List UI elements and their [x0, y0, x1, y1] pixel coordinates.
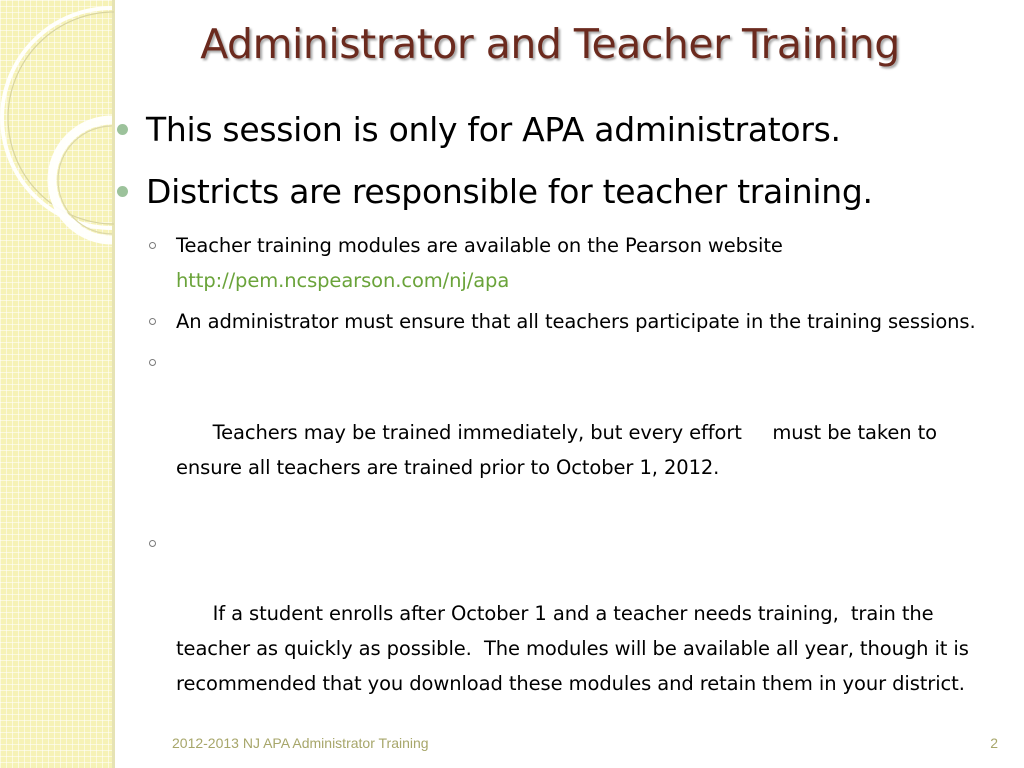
pearson-website-link[interactable]: http://pem.ncspearson.com/nj/apa [176, 269, 510, 292]
bullet-dot-icon [117, 186, 128, 197]
hollow-bullet-icon [149, 540, 156, 547]
sub-bullet-item [115, 526, 995, 736]
sub-bullet-text: If a student enrolls after October 1 and a teacher needs training, train the teacher as quickly as possible. The modules will be available all year, though it is recommended that you download these modules and retain them in your district. [176, 602, 975, 695]
slide-title: Administrator and Teacher Training [200, 20, 900, 68]
sub-bullet-item [115, 228, 995, 298]
bullet-text: Districts are responsible for teacher training. [146, 172, 873, 211]
hollow-bullet-icon [149, 318, 156, 325]
sub-bullet-text: An administrator must ensure that all teachers participate in the training sessions. [176, 310, 976, 333]
sub-bullet-item [115, 304, 995, 339]
sub-bullet-text: Teachers may be trained immediately, but every effort must be taken to ensure all teachers are trained prior to October 1, 2012. [176, 421, 944, 479]
bullet-item [115, 104, 995, 156]
hollow-bullet-icon [149, 359, 156, 366]
hollow-bullet-icon [149, 242, 156, 249]
sub-bullet-item [115, 345, 995, 520]
page-number: 2 [990, 735, 998, 751]
bullet-item [115, 166, 995, 218]
sub-bullet-text: Teacher training modules are available on the Pearson website [176, 234, 783, 257]
slide-footer: 2012-2013 NJ APA Administrator Training [172, 735, 429, 751]
bullet-dot-icon [117, 124, 128, 135]
slide-body [115, 104, 995, 742]
bullet-text: This session is only for APA administrators. [146, 110, 841, 149]
